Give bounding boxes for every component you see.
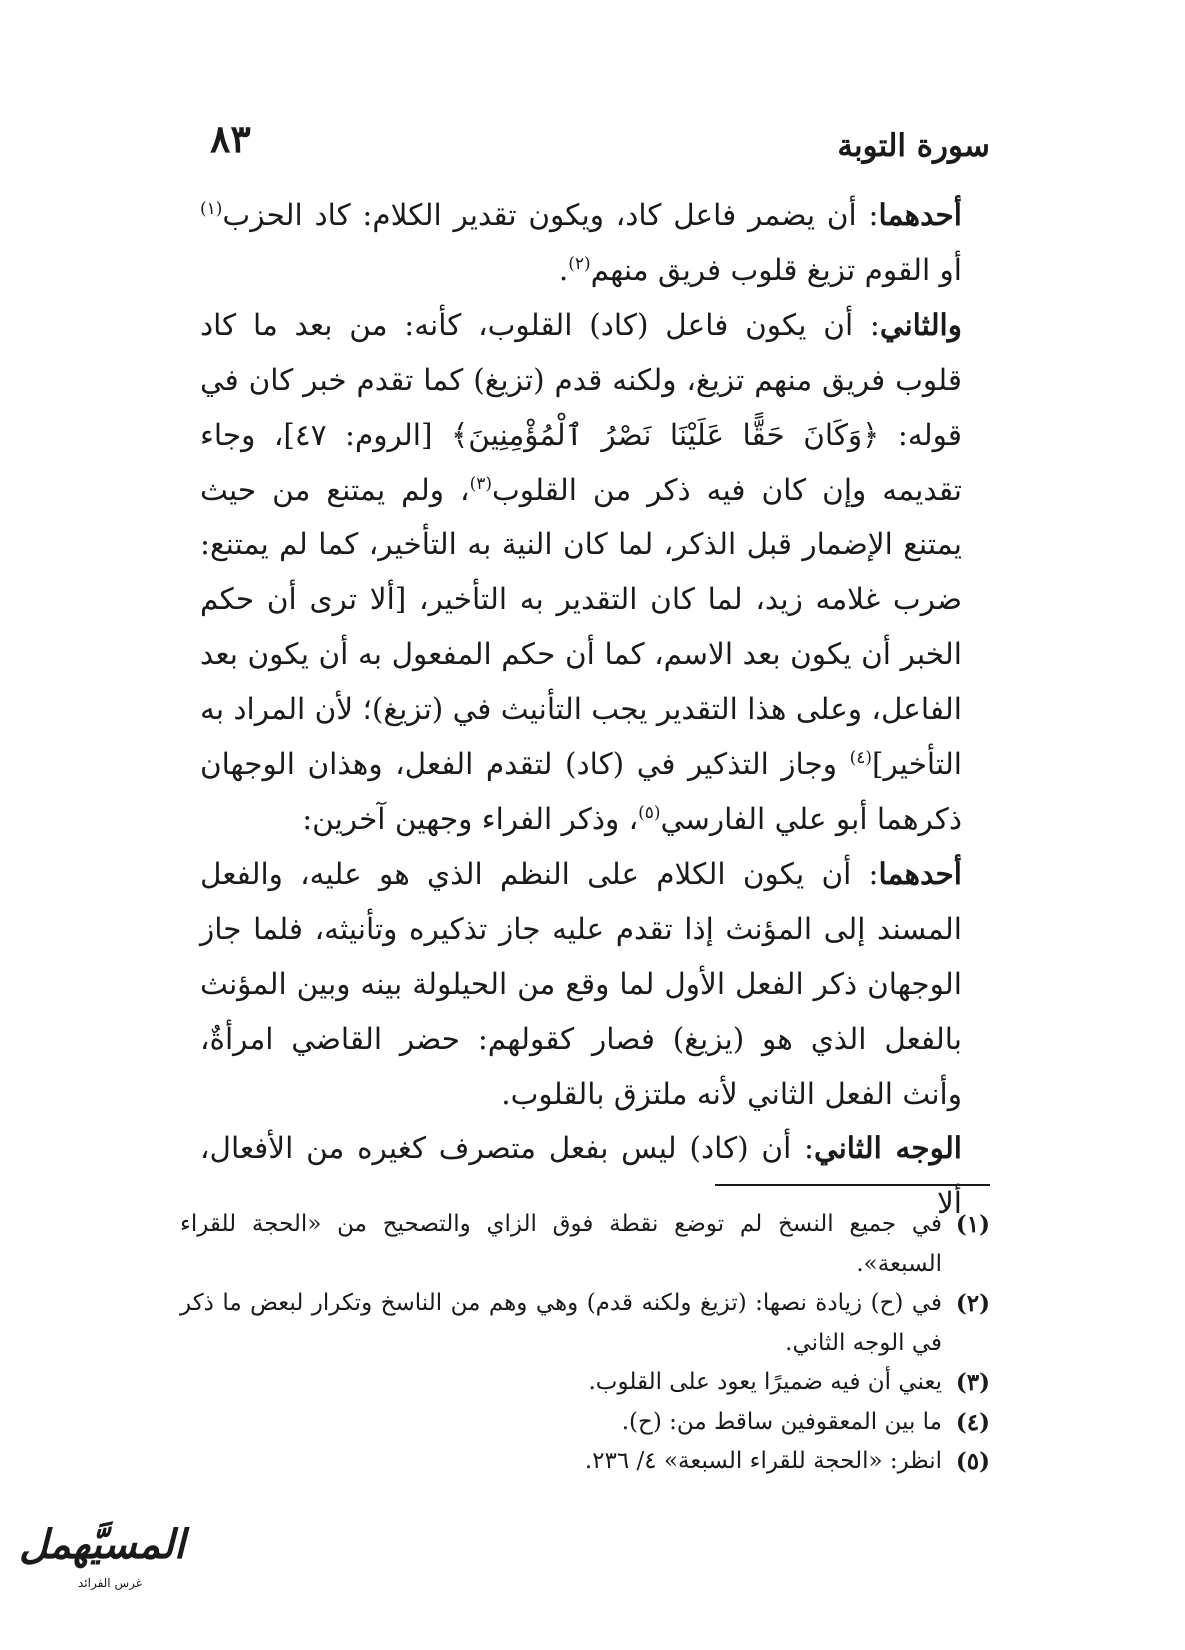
- paragraph-2-text-a: : أن يكون فاعل (كاد) القلوب، كأنه: من بعد ما كاد قلوب فريق منهم تزيغ، ولكنه قدم (تزيغ) كما تقدم خبر كان في قوله: ﴿وَكَانَ حَقًّا عَلَيْنَا نَصْرُ ٱلْمُؤْمِنِينَ﴾ [الروم: ٤٧]، وجاء تقديمه وإن كان فيه ذكر من القلوب: [200, 307, 962, 507]
- paragraph-4-text: : أن (كاد) ليس بفعل متصرف كغيره من الأفعال، ألا: [200, 1131, 962, 1221]
- footnote-1: [180, 1205, 990, 1284]
- paragraph-1-text-b: أو القوم تزيغ قلوب فريق منهم: [590, 252, 962, 287]
- paragraph-2-lead: والثاني: [879, 306, 962, 342]
- paragraph-3-text: : أن يكون الكلام على النظم الذي هو عليه، والفعل المسند إلى المؤنث إذا تقدم عليه جاز تذكيره وتأنيثه، فلما جاز الوجهان ذكر الفعل الأول لما وقع من الحيلولة بينه وبين المؤنث بالفعل الذي هو (يزيغ) فصار كقولهم: حضر القاضي امرأةٌ، وأنث الفعل الثاني لأنه ملتزق بالقلوب.: [200, 856, 962, 1111]
- paragraph-3-lead: أحدهما: [878, 855, 962, 891]
- page-number: ٨٣: [210, 116, 251, 161]
- footnote-3-number: (٣): [955, 1369, 990, 1396]
- footnote-4: [180, 1403, 990, 1443]
- footnotes: [180, 1205, 990, 1482]
- paragraph-1: [200, 188, 990, 298]
- footnote-ref-1: (١): [200, 199, 223, 220]
- footnote-3-text: يعني أن فيه ضميرًا يعود على القلوب.: [588, 1369, 942, 1395]
- footnote-5-number: (٥): [955, 1448, 990, 1475]
- footnote-ref-3: (٣): [469, 473, 492, 494]
- footnote-1-text: في جميع النسخ لم توضع نقطة فوق الزاي والتصحيح من «الحجة للقراء السبعة».: [180, 1211, 942, 1277]
- publisher-logo: [18, 1515, 185, 1615]
- paragraph-4-lead: الوجه الثاني: [813, 1130, 962, 1166]
- footnote-ref-4: (٤): [849, 748, 872, 769]
- footnote-4-number: (٤): [955, 1408, 990, 1436]
- paragraph-2-text-c: وجاز التذكير في (كاد) لتقدم الفعل، وهذان الوجهان ذكرهما أبو علي الفارسي: [200, 747, 962, 836]
- paragraph-2-text-d: ، وذكر الفراء وجهين آخرين:: [302, 801, 639, 836]
- paragraph-1-text-c: .: [558, 252, 569, 287]
- footnote-2-number: (٢): [955, 1290, 990, 1317]
- publisher-logo-title: المسيَّهمل: [18, 1521, 185, 1568]
- page-header: [210, 108, 990, 168]
- paragraph-3: [200, 847, 990, 1122]
- footnote-5: [180, 1442, 990, 1482]
- footnote-2-text: في (ح) زيادة نصها: (تزيغ ولكنه قدم) وهي وهم من الناسخ وتكرار لبعض ما ذكر في الوجه الثاني.: [180, 1290, 942, 1356]
- paragraph-2-text-b: ، ولم يمتنع من حيث يمتنع الإضمار قبل الذكر، لما كان النية به التأخير، كما لم يمتنع: ضرب غلامه زيد، لما كان التقدير به التأخير، [ألا ترى أن حكم الخبر أن يكون بعد الاسم، كما أن حكم المفعول به أن يكون بعد الفاعل، وعلى هذا التقدير يجب التأنيث في (تزيغ)؛ لأن المراد به التأخير]: [200, 472, 962, 782]
- footnote-3: [180, 1363, 990, 1403]
- footnote-1-number: (١): [955, 1211, 990, 1238]
- footnote-ref-2: (٢): [568, 254, 591, 275]
- paragraph-1-lead: أحدهما: [878, 197, 962, 232]
- footnote-2: [180, 1284, 990, 1363]
- footnote-4-text: ما بين المعقوفين ساقط من: (ح).: [621, 1408, 942, 1435]
- publisher-logo-subtitle: غرس الفرائد: [77, 1576, 142, 1590]
- running-head-surah-name: سورة التوبة: [837, 128, 990, 164]
- footnote-5-text: انظر: «الحجة للقراء السبعة» ٤/ ٢٣٦.: [584, 1448, 942, 1474]
- paragraph-1-text-a: : أن يضمر فاعل كاد، ويكون تقدير الكلام: كاد الحزب: [222, 198, 879, 232]
- main-text: [200, 188, 990, 1231]
- footnote-ref-5: (٥): [638, 803, 661, 824]
- footnote-separator: [715, 1184, 990, 1186]
- paragraph-2: [200, 298, 990, 847]
